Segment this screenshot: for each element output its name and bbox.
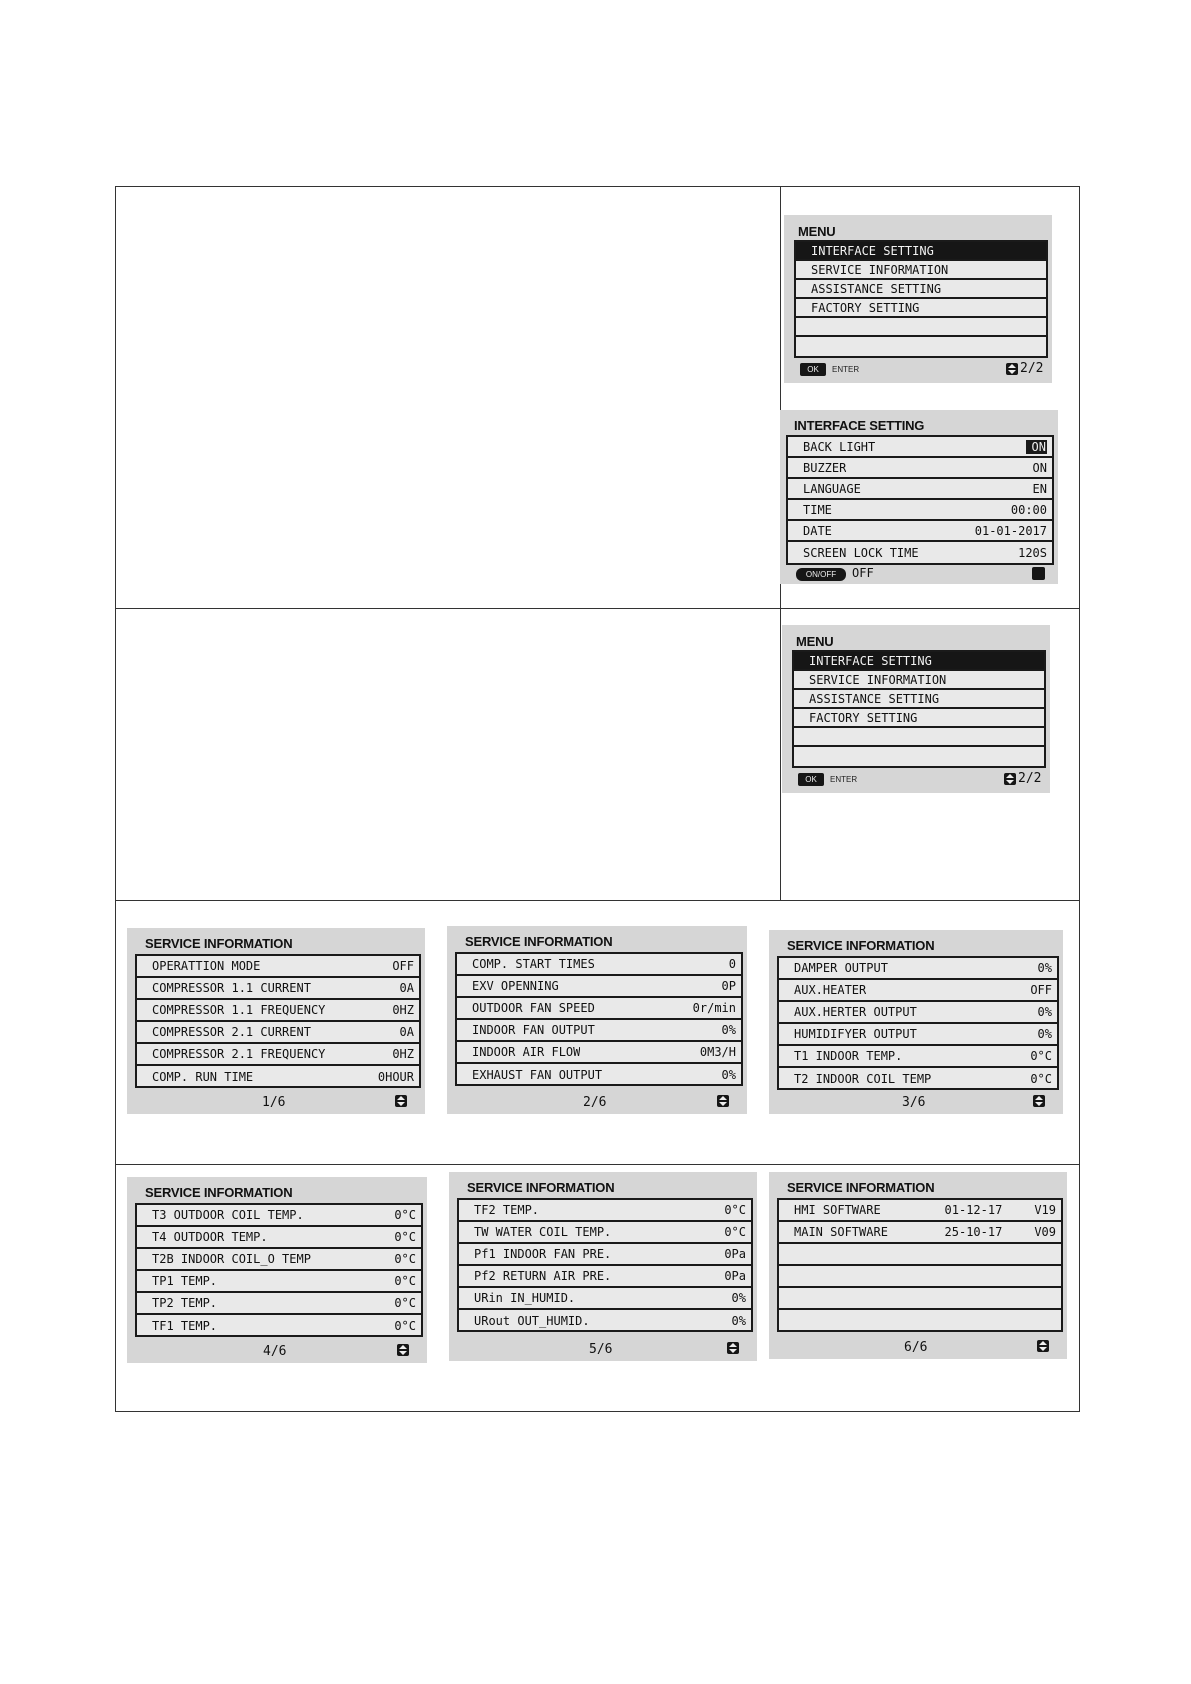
service-row-t1-indoor-temp-: [779, 1046, 1057, 1068]
setting-label: LANGUAGE: [803, 481, 861, 496]
lcd-footer: [784, 361, 1052, 379]
setting-list: [786, 435, 1054, 565]
menu-screen-2: [782, 625, 1050, 793]
service-label: AUX.HERTER OUTPUT: [794, 1005, 917, 1019]
lcd-title: SERVICE INFORMATION: [787, 938, 935, 953]
service-value: 0r/min: [692, 1001, 736, 1015]
service-row-t4-outdoor-temp-: [137, 1227, 421, 1249]
service-label: COMPRESSOR 2.1 FREQUENCY: [152, 1047, 326, 1061]
service-label: TW WATER COIL TEMP.: [474, 1225, 612, 1239]
service-value: OFF: [1030, 983, 1052, 997]
service-row-t2b-indoor-coil-o-temp: [137, 1249, 421, 1271]
interface-setting-screen: [780, 410, 1058, 584]
service-value: 0%: [731, 1314, 746, 1328]
setting-label: TIME: [803, 502, 832, 517]
service-list: [135, 954, 421, 1088]
service-row-tf1-temp-: [137, 1315, 421, 1337]
service-label: INDOOR AIR FLOW: [472, 1045, 581, 1059]
service-date: 25-10-17: [944, 1225, 1003, 1239]
setting-row-language[interactable]: [788, 479, 1052, 500]
updown-arrows-icon[interactable]: [1006, 363, 1018, 375]
service-row-empty: [779, 1310, 1061, 1332]
updown-arrows-icon[interactable]: [395, 1095, 407, 1107]
service-value: 0°C: [394, 1319, 416, 1333]
setting-value: ON: [1032, 460, 1047, 475]
service-label: MAIN SOFTWARE: [794, 1225, 888, 1239]
service-label: Pf2 RETURN AIR PRE.: [474, 1269, 612, 1283]
lcd-title: SERVICE INFORMATION: [787, 1180, 935, 1195]
service-row-t3-outdoor-coil-temp-: [137, 1205, 421, 1227]
service-value: 0%: [1037, 961, 1052, 975]
service-value: 0M3/H: [699, 1045, 736, 1059]
updown-arrows-icon[interactable]: [1004, 773, 1016, 785]
menu-screen-1: [784, 215, 1052, 383]
service-row-comp-start-times: [457, 954, 741, 976]
menu-item-interface-setting[interactable]: [796, 242, 1046, 261]
lcd-title: MENU: [798, 224, 836, 239]
service-label: INDOOR FAN OUTPUT: [472, 1023, 595, 1037]
service-row-compressor-2-1-frequency: [137, 1044, 419, 1066]
service-value: 0°C: [724, 1203, 746, 1217]
service-row-main-software: [779, 1222, 1061, 1244]
setting-label: SCREEN LOCK TIME: [803, 545, 919, 560]
service-value: 0°C: [394, 1296, 416, 1310]
service-value: 0%: [721, 1068, 736, 1082]
service-row-comp-run-time: [137, 1066, 419, 1088]
ok-button[interactable]: OK: [800, 363, 826, 376]
service-value: V09: [1034, 1225, 1056, 1239]
service-row-pf2-return-air-pre-: [459, 1266, 751, 1288]
page-indicator: 2/2: [1020, 361, 1044, 376]
setting-label: BACK LIGHT: [803, 439, 876, 454]
menu-item-label: INTERFACE SETTING: [811, 243, 934, 258]
setting-label: DATE: [803, 523, 832, 538]
service-value: 0Pa: [724, 1247, 746, 1261]
service-value: 0HZ: [392, 1047, 414, 1061]
service-value: 0°C: [1030, 1049, 1052, 1063]
menu-item-label: ASSISTANCE SETTING: [811, 281, 942, 296]
setting-value: 00:00: [1010, 502, 1047, 517]
service-label: EXV OPENNING: [472, 979, 559, 993]
service-row-indoor-fan-output: [457, 1020, 741, 1042]
lcd-title: SERVICE INFORMATION: [145, 936, 293, 951]
updown-arrows-icon[interactable]: [727, 1342, 739, 1354]
service-label: OPERATTION MODE: [152, 959, 261, 973]
service-row-outdoor-fan-speed: [457, 998, 741, 1020]
lcd-title: MENU: [796, 634, 834, 649]
setting-value: 120S: [1018, 545, 1047, 560]
updown-arrows-icon[interactable]: [717, 1095, 729, 1107]
service-label: EXHAUST FAN OUTPUT: [472, 1068, 603, 1082]
service-list: [777, 956, 1059, 1090]
setting-row-buzzer[interactable]: [788, 458, 1052, 479]
service-row-pf1-indoor-fan-pre-: [459, 1244, 751, 1266]
service-value: 0°C: [1030, 1072, 1052, 1086]
service-label: COMPRESSOR 1.1 FREQUENCY: [152, 1003, 326, 1017]
service-row-urout-out-humid-: [459, 1310, 751, 1332]
menu-item-factory-setting[interactable]: [794, 709, 1044, 728]
enter-label: ENTER: [832, 365, 860, 374]
service-value: 0A: [399, 981, 414, 995]
menu-item-empty: [796, 337, 1046, 356]
lcd-title: SERVICE INFORMATION: [145, 1185, 293, 1200]
setting-value: EN: [1032, 481, 1047, 496]
service-value: 0HZ: [392, 1003, 414, 1017]
service-label: T3 OUTDOOR COIL TEMP.: [152, 1208, 304, 1222]
service-row-empty: [779, 1288, 1061, 1310]
service-label: TF2 TEMP.: [474, 1203, 540, 1217]
menu-item-service-information[interactable]: [794, 671, 1044, 690]
service-row-humidifyer-output: [779, 1024, 1057, 1046]
service-label: HUMIDIFYER OUTPUT: [794, 1027, 917, 1041]
service-row-empty: [779, 1244, 1061, 1266]
service-label: DAMPER OUTPUT: [794, 961, 888, 975]
page-indicator: 2/2: [1018, 771, 1042, 786]
menu-item-factory-setting[interactable]: [796, 299, 1046, 318]
service-list: [777, 1198, 1063, 1332]
service-value: V19: [1034, 1203, 1056, 1217]
service-row-exv-openning: [457, 976, 741, 998]
service-row-aux-heater: [779, 980, 1057, 1002]
service-information-screen-2: [447, 926, 747, 1114]
service-label: COMPRESSOR 1.1 CURRENT: [152, 981, 311, 995]
service-label: T2 INDOOR COIL TEMP: [794, 1072, 932, 1086]
service-label: TP2 TEMP.: [152, 1296, 218, 1310]
setting-row-time[interactable]: [788, 500, 1052, 521]
menu-item-assistance-setting[interactable]: [794, 690, 1044, 709]
service-label: T1 INDOOR TEMP.: [794, 1049, 903, 1063]
service-row-aux-herter-output: [779, 1002, 1057, 1024]
service-label: COMP. RUN TIME: [152, 1070, 254, 1084]
service-row-damper-output: [779, 958, 1057, 980]
service-value: 0°C: [724, 1225, 746, 1239]
service-value: 0%: [721, 1023, 736, 1037]
service-information-screen-1: [127, 928, 425, 1114]
lcd-title: SERVICE INFORMATION: [467, 1180, 615, 1195]
service-information-screen-3: [769, 930, 1063, 1114]
service-information-screen-4: [127, 1177, 427, 1363]
service-label: TP1 TEMP.: [152, 1274, 218, 1288]
service-list: [455, 952, 743, 1086]
service-value: OFF: [392, 959, 414, 973]
menu-item-service-information[interactable]: [796, 261, 1046, 280]
enter-label: ENTER: [830, 775, 858, 784]
service-row-compressor-1-1-current: [137, 978, 419, 1000]
setting-label: BUZZER: [803, 460, 847, 475]
service-row-compressor-1-1-frequency: [137, 1000, 419, 1022]
service-value: 0%: [1037, 1027, 1052, 1041]
service-list: [457, 1198, 753, 1332]
lcd-title: SERVICE INFORMATION: [465, 934, 613, 949]
service-label: AUX.HEATER: [794, 983, 867, 997]
service-value: 0°C: [394, 1208, 416, 1222]
service-value: 0°C: [394, 1252, 416, 1266]
lcd-footer: [782, 771, 1050, 789]
service-list: [135, 1203, 423, 1337]
menu-item-label: FACTORY SETTING: [811, 300, 920, 315]
page-indicator: 3/6: [902, 1095, 926, 1110]
service-label: HMI SOFTWARE: [794, 1203, 881, 1217]
menu-list: [792, 650, 1046, 768]
updown-arrows-icon[interactable]: [397, 1344, 409, 1356]
service-value: 0: [728, 957, 736, 971]
square-icon[interactable]: [1032, 567, 1045, 580]
service-value: 0°C: [394, 1230, 416, 1244]
lcd-footer: [780, 566, 1058, 584]
off-label: OFF: [852, 566, 874, 580]
service-value: 0Pa: [724, 1269, 746, 1283]
row-divider: [116, 900, 1079, 901]
service-label: T2B INDOOR COIL_O TEMP: [152, 1252, 311, 1266]
row-divider: [116, 1164, 1079, 1165]
setting-row-back-light[interactable]: [788, 437, 1052, 458]
service-label: COMPRESSOR 2.1 CURRENT: [152, 1025, 311, 1039]
service-row-tp1-temp-: [137, 1271, 421, 1293]
setting-row-screen-lock-time[interactable]: [788, 542, 1052, 563]
page-indicator: 2/6: [583, 1095, 607, 1110]
menu-item-assistance-setting[interactable]: [796, 280, 1046, 299]
page-indicator: 5/6: [589, 1342, 613, 1357]
service-date: 01-12-17: [944, 1203, 1003, 1217]
row-divider: [116, 608, 1079, 609]
updown-arrows-icon[interactable]: [1033, 1095, 1045, 1107]
service-label: URout OUT_HUMID.: [474, 1314, 590, 1328]
service-information-screen-5: [449, 1172, 757, 1361]
service-value: 0A: [399, 1025, 414, 1039]
menu-item-label: INTERFACE SETTING: [809, 653, 932, 668]
setting-value: 01-01-2017: [974, 523, 1047, 538]
on-off-button[interactable]: ON/OFF: [796, 568, 846, 581]
menu-item-empty: [794, 728, 1044, 747]
service-row-tw-water-coil-temp-: [459, 1222, 751, 1244]
page-indicator: 6/6: [904, 1340, 928, 1355]
menu-item-label: SERVICE INFORMATION: [809, 672, 947, 687]
page-indicator: 1/6: [262, 1095, 286, 1110]
menu-item-empty: [796, 318, 1046, 337]
lcd-title: INTERFACE SETTING: [794, 418, 925, 433]
service-label: OUTDOOR FAN SPEED: [472, 1001, 595, 1015]
service-information-screen-6: [769, 1172, 1067, 1359]
ok-button[interactable]: OK: [798, 773, 824, 786]
service-row-empty: [779, 1266, 1061, 1288]
service-row-operattion-mode: [137, 956, 419, 978]
menu-item-empty: [794, 747, 1044, 766]
service-label: URin IN_HUMID.: [474, 1291, 576, 1305]
menu-item-label: ASSISTANCE SETTING: [809, 691, 940, 706]
service-row-compressor-2-1-current: [137, 1022, 419, 1044]
service-value: 0HOUR: [377, 1070, 414, 1084]
updown-arrows-icon[interactable]: [1037, 1340, 1049, 1352]
service-row-exhaust-fan-output: [457, 1064, 741, 1086]
service-value: 0%: [731, 1291, 746, 1305]
page-indicator: 4/6: [263, 1344, 287, 1359]
menu-item-label: SERVICE INFORMATION: [811, 262, 949, 277]
service-value: 0°C: [394, 1274, 416, 1288]
menu-list: [794, 240, 1048, 358]
service-row-tf2-temp-: [459, 1200, 751, 1222]
menu-item-interface-setting[interactable]: [794, 652, 1044, 671]
service-row-hmi-software: [779, 1200, 1061, 1222]
menu-item-label: FACTORY SETTING: [809, 710, 918, 725]
service-value: 0%: [1037, 1005, 1052, 1019]
service-label: T4 OUTDOOR TEMP.: [152, 1230, 268, 1244]
service-row-tp2-temp-: [137, 1293, 421, 1315]
service-row-indoor-air-flow: [457, 1042, 741, 1064]
service-value: 0P: [721, 979, 736, 993]
service-label: COMP. START TIMES: [472, 957, 595, 971]
service-row-t2-indoor-coil-temp: [779, 1068, 1057, 1090]
service-label: Pf1 INDOOR FAN PRE.: [474, 1247, 612, 1261]
service-label: TF1 TEMP.: [152, 1319, 218, 1333]
service-row-urin-in-humid-: [459, 1288, 751, 1310]
setting-value: ON: [1026, 440, 1047, 454]
setting-row-date[interactable]: [788, 521, 1052, 542]
